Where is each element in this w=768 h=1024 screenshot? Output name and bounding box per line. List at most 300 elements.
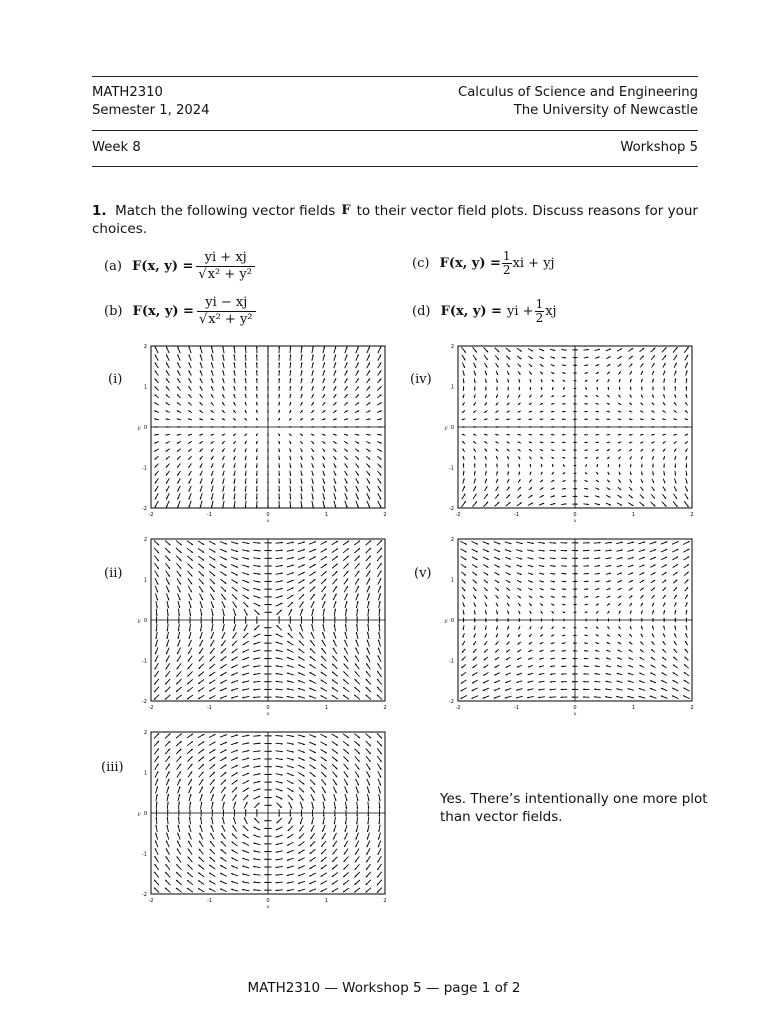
vector-arrow-head — [474, 373, 476, 375]
y-tick-label: 1 — [143, 384, 147, 391]
vector-arrow-head — [585, 457, 587, 459]
vector-arrow-head — [234, 809, 236, 811]
vector-arrow-head — [562, 457, 564, 459]
x-tick-label: 0 — [266, 512, 270, 518]
vector-arrow-head — [264, 665, 266, 667]
vector-arrow-head — [641, 466, 643, 468]
vector-arrow-head — [576, 550, 578, 552]
vector-arrow-head — [463, 621, 465, 623]
vector-arrow-head — [474, 620, 476, 622]
y-tick-label: 2 — [450, 344, 454, 350]
vector-arrow-head — [575, 372, 577, 374]
vector-arrow-head — [267, 498, 269, 500]
vector-arrow-head — [323, 616, 325, 618]
vector-arrow-head — [485, 389, 487, 391]
plot-label-v: (v) — [414, 566, 432, 581]
vector-arrow-head — [506, 426, 508, 428]
x-tick-label: 2 — [383, 512, 387, 518]
vector-arrow-head — [267, 346, 269, 348]
y-tick-label: 0 — [143, 425, 147, 431]
vector-arrow-head — [587, 573, 589, 575]
vector-arrow-head — [264, 866, 266, 868]
vector-arrow-head — [575, 488, 577, 490]
vector-arrow-head — [474, 389, 476, 391]
vector-arrow-head — [379, 616, 381, 618]
vector-arrow-head — [312, 815, 314, 817]
header-mid-rule — [92, 130, 698, 131]
vector-arrow-head — [256, 378, 258, 380]
vector-arrow-head — [189, 622, 191, 624]
vector-arrow-head — [575, 472, 577, 474]
vector-arrow-head — [473, 418, 475, 420]
vector-arrow-head — [618, 426, 620, 428]
vector-arrow-head — [572, 673, 574, 675]
vector-arrow-head — [346, 347, 348, 349]
vector-arrow-head — [562, 418, 564, 420]
field-a-numerator: yi + xj — [196, 250, 255, 267]
vector-arrow-head — [210, 426, 212, 428]
x-tick-label: -2 — [455, 512, 461, 518]
vector-arrow-head — [278, 490, 280, 492]
vector-arrow-head — [473, 434, 475, 436]
y-tick-label: -1 — [449, 465, 454, 472]
vector-arrow-head — [346, 426, 348, 428]
vector-arrow-head — [674, 434, 676, 436]
vector-arrow-head — [188, 426, 190, 428]
vector-arrow-head — [223, 809, 225, 811]
x-tick-label: -1 — [207, 705, 212, 711]
vector-arrow-head — [565, 573, 567, 575]
vector-arrow-head — [584, 418, 586, 420]
vector-arrow-head — [267, 434, 269, 436]
vector-arrow-head — [267, 386, 269, 388]
vector-arrow-head — [572, 665, 574, 667]
vector-arrow-head — [156, 622, 158, 624]
vector-arrow-head — [686, 618, 688, 620]
vector-arrow-head — [267, 466, 269, 468]
vector-arrow-head — [270, 797, 272, 799]
vector-arrow-head — [165, 426, 167, 428]
vector-arrow-head — [278, 482, 280, 484]
vector-arrow-head — [369, 426, 371, 428]
vector-arrow-head — [498, 543, 500, 545]
vector-plot-i — [133, 340, 393, 522]
header-bottom-rule — [92, 166, 698, 167]
vector-arrow-head — [189, 809, 191, 811]
vector-arrow-head — [674, 418, 676, 420]
vector-arrow-head — [674, 466, 676, 468]
vector-arrow-head — [583, 696, 585, 698]
vector-arrow-head — [301, 616, 303, 618]
vector-arrow-head — [574, 627, 576, 629]
vector-arrow-head — [267, 450, 269, 452]
vector-arrow-head — [270, 550, 272, 552]
vector-arrow-head — [541, 620, 543, 622]
vector-arrow-head — [562, 426, 564, 428]
vector-arrow-head — [380, 426, 382, 428]
plot-label-iii: (iii) — [101, 760, 124, 775]
vector-arrow-head — [575, 364, 577, 366]
vector-arrow-head — [495, 426, 497, 428]
vector-arrow-head — [379, 815, 381, 817]
vector-arrow-head — [278, 362, 280, 364]
vector-arrow-head — [573, 411, 575, 413]
y-tick-label: -1 — [142, 851, 147, 858]
vector-arrow-head — [154, 426, 156, 428]
vector-arrow-head — [575, 611, 577, 613]
vector-arrow-head — [584, 442, 586, 444]
vector-arrow-head — [278, 354, 280, 356]
x-tick-label: -1 — [514, 705, 519, 711]
vector-arrow-head — [576, 565, 578, 567]
vector-arrow-head — [583, 681, 585, 683]
vector-arrow-head — [560, 696, 562, 698]
vector-arrow-head — [595, 434, 597, 436]
vector-arrow-head — [156, 809, 158, 811]
vector-arrow-head — [651, 426, 653, 428]
vector-arrow-head — [520, 566, 522, 568]
vector-arrow-head — [561, 689, 563, 691]
vector-arrow-head — [264, 696, 266, 698]
vector-arrow-head — [576, 349, 578, 351]
vector-arrow-head — [577, 542, 579, 544]
x-tick-label: 0 — [266, 898, 270, 904]
vector-arrow-head — [245, 809, 247, 811]
vector-arrow-head — [529, 411, 531, 413]
vector-arrow-head — [640, 426, 642, 428]
vector-arrow-head — [673, 426, 675, 428]
vector-arrow-head — [289, 815, 291, 817]
vector-arrow-head — [552, 620, 554, 622]
vector-arrow-head — [270, 557, 272, 559]
vector-arrow-head — [267, 402, 269, 404]
vector-arrow-head — [576, 581, 578, 583]
vector-arrow-head — [561, 673, 563, 675]
vector-arrow-head — [654, 541, 656, 543]
vector-arrow-head — [561, 681, 563, 683]
y-axis-label: y — [444, 618, 448, 624]
x-tick-label: -2 — [148, 512, 154, 518]
vector-arrow-head — [264, 858, 266, 860]
vector-arrow-head — [572, 689, 574, 691]
vector-arrow-head — [619, 379, 621, 381]
vector-arrow-head — [463, 389, 465, 391]
vector-arrow-head — [367, 815, 369, 817]
vector-arrow-head — [264, 843, 266, 845]
vector-arrow-head — [484, 426, 486, 428]
vector-arrow-head — [529, 426, 531, 428]
plot-label-iv: (iv) — [410, 372, 432, 387]
vector-arrow-head — [496, 620, 498, 622]
vector-arrow-head — [663, 394, 665, 396]
vector-arrow-head — [584, 411, 586, 413]
vector-arrow-head — [585, 395, 587, 397]
vector-arrow-head — [530, 380, 532, 382]
vector-arrow-head — [245, 622, 247, 624]
vector-arrow-head — [576, 496, 578, 498]
vector-arrow-head — [507, 388, 509, 390]
vector-arrow-head — [596, 619, 598, 621]
vector-arrow-head — [189, 505, 191, 507]
y-tick-label: 2 — [450, 537, 454, 543]
y-tick-label: 0 — [450, 425, 454, 431]
x-tick-label: -1 — [207, 898, 212, 904]
vector-arrow-head — [267, 378, 269, 380]
vector-arrow-head — [585, 619, 587, 621]
vector-arrow-head — [565, 557, 567, 559]
vector-arrow-head — [223, 622, 225, 624]
vector-arrow-head — [573, 449, 575, 451]
vector-arrow-head — [267, 418, 269, 420]
vector-arrow-head — [663, 618, 665, 620]
vector-arrow-head — [256, 474, 258, 476]
y-tick-label: 1 — [143, 770, 147, 777]
vector-arrow-head — [652, 466, 654, 468]
vector-arrow-head — [278, 815, 280, 817]
x-tick-label: 0 — [266, 705, 270, 711]
vector-arrow-head — [270, 542, 272, 544]
vector-arrow-head — [462, 426, 464, 428]
vector-arrow-head — [278, 616, 280, 618]
vector-arrow-head — [618, 442, 620, 444]
vector-arrow-head — [279, 426, 281, 428]
vector-arrow-head — [576, 357, 578, 359]
vector-arrow-head — [256, 490, 258, 492]
y-axis-label: y — [137, 425, 141, 431]
vector-arrow-head — [256, 354, 258, 356]
vector-arrow-head — [573, 434, 575, 436]
vector-arrow-head — [200, 809, 202, 811]
vector-arrow-head — [267, 362, 269, 364]
vector-arrow-head — [518, 620, 520, 622]
vector-arrow-head — [256, 498, 258, 500]
vector-arrow-head — [264, 627, 266, 629]
vector-arrow-head — [267, 394, 269, 396]
y-axis-label: y — [137, 618, 141, 624]
vector-arrow-head — [474, 463, 476, 465]
vector-arrow-head — [575, 588, 577, 590]
field-a-denominator: x² + y² — [207, 267, 252, 282]
vector-arrow-head — [267, 506, 269, 508]
vector-arrow-head — [177, 426, 179, 428]
vector-arrow-head — [270, 604, 272, 606]
plot-label-ii: (ii) — [104, 566, 123, 581]
vector-arrow-head — [652, 386, 654, 388]
vector-arrow-head — [270, 774, 272, 776]
vector-arrow-head — [256, 482, 258, 484]
vector-arrow-head — [662, 426, 664, 428]
vector-arrow-head — [562, 411, 564, 413]
vector-arrow-head — [485, 620, 487, 622]
vector-arrow-head — [573, 457, 575, 459]
x-tick-label: 2 — [690, 512, 694, 518]
x-tick-label: 0 — [573, 512, 577, 518]
vector-arrow-head — [256, 809, 258, 811]
vector-arrow-head — [507, 620, 509, 622]
vector-arrow-head — [323, 815, 325, 817]
vector-arrow-head — [267, 410, 269, 412]
vector-arrow-head — [584, 434, 586, 436]
vector-arrow-head — [267, 482, 269, 484]
vector-arrow-head — [573, 418, 575, 420]
vector-arrow-head — [289, 616, 291, 618]
field-d: (d) F(x, y) = yi + $\frac{1}{2}$ xj — [412, 297, 557, 325]
vector-arrow-head — [255, 426, 257, 428]
vector-arrow-head — [267, 442, 269, 444]
vector-arrow-head — [189, 347, 191, 349]
vector-arrow-head — [573, 650, 575, 652]
x-axis-label: x — [573, 518, 577, 522]
vector-arrow-head — [473, 426, 475, 428]
vector-arrow-head — [587, 550, 589, 552]
vector-arrow-head — [211, 370, 213, 372]
y-tick-label: 2 — [143, 537, 147, 543]
vector-arrow-head — [573, 403, 575, 405]
vector-arrow-head — [270, 804, 272, 806]
y-axis-label: y — [444, 425, 448, 431]
vector-arrow-head — [270, 565, 272, 567]
vector-arrow-head — [584, 426, 586, 428]
vector-arrow-head — [301, 426, 303, 428]
vector-plot-iv — [440, 340, 700, 522]
vector-arrow-head — [167, 809, 169, 811]
field-c: (c) F(x, y) = $\frac{1}{2}$ xi + yj — [412, 249, 555, 277]
vector-arrow-head — [244, 426, 246, 428]
vector-arrow-head — [588, 542, 590, 544]
vector-arrow-head — [572, 681, 574, 683]
field-b-denominator: x² + y² — [208, 312, 253, 327]
vector-arrow-head — [652, 618, 654, 620]
vector-arrow-head — [234, 622, 236, 624]
vector-arrow-head — [312, 616, 314, 618]
vector-arrow-head — [270, 750, 272, 752]
y-tick-label: 0 — [143, 811, 147, 817]
vector-arrow-head — [264, 673, 266, 675]
vector-arrow-head — [290, 426, 292, 428]
vector-arrow-head — [335, 426, 337, 428]
vector-arrow-head — [323, 482, 325, 484]
vector-arrow-head — [270, 611, 272, 613]
vector-arrow-head — [551, 418, 553, 420]
y-tick-label: 2 — [143, 730, 147, 736]
vector-arrow-head — [222, 426, 224, 428]
plot-label-i: (i) — [108, 372, 123, 387]
vector-arrow-head — [356, 616, 358, 618]
vector-arrow-head — [267, 370, 269, 372]
vector-arrow-head — [496, 389, 498, 391]
vector-arrow-head — [278, 370, 280, 372]
vector-arrow-head — [264, 889, 266, 891]
vector-arrow-head — [264, 828, 266, 830]
vector-arrow-head — [576, 573, 578, 575]
y-tick-label: -2 — [449, 699, 454, 705]
vector-arrow-head — [270, 735, 272, 737]
vector-arrow-head — [312, 426, 314, 428]
field-a: (a) F(x, y) = $\frac{yi + xj}{\text{√x² + y²}}$ — [104, 250, 258, 283]
vector-arrow-head — [565, 565, 567, 567]
x-tick-label: -2 — [148, 898, 154, 904]
vector-arrow-head — [334, 815, 336, 817]
y-tick-label: 2 — [143, 344, 147, 350]
vector-arrow-head — [575, 380, 577, 382]
x-tick-label: -2 — [455, 705, 461, 711]
vector-arrow-head — [256, 346, 258, 348]
vector-arrow-head — [494, 697, 496, 699]
y-tick-label: 1 — [450, 384, 454, 391]
x-axis-label: x — [573, 711, 577, 715]
vector-arrow-head — [641, 387, 643, 389]
vector-arrow-head — [485, 464, 487, 466]
vector-arrow-head — [178, 622, 180, 624]
vector-arrow-head — [573, 395, 575, 397]
vector-arrow-head — [575, 604, 577, 606]
vector-arrow-head — [674, 386, 676, 388]
x-tick-label: 2 — [690, 705, 694, 711]
vector-arrow-head — [685, 426, 687, 428]
vector-arrow-head — [496, 464, 498, 466]
vector-arrow-head — [595, 418, 597, 420]
university: The University of Newcastle — [513, 103, 698, 118]
vector-arrow-head — [540, 426, 542, 428]
vector-arrow-head — [334, 616, 336, 618]
course-title: Calculus of Science and Engineering — [458, 85, 698, 100]
vector-arrow-head — [270, 766, 272, 768]
y-tick-label: -2 — [449, 506, 454, 512]
vector-arrow-head — [663, 466, 665, 468]
vector-arrow-head — [270, 596, 272, 598]
x-tick-label: -2 — [148, 705, 154, 711]
vector-arrow-head — [517, 674, 519, 676]
vector-arrow-head — [529, 442, 531, 444]
vector-arrow-head — [270, 573, 272, 575]
vector-arrow-head — [211, 809, 213, 811]
week: Week 8 — [92, 140, 141, 155]
x-axis-label: x — [266, 518, 270, 522]
vector-arrow-head — [324, 426, 326, 428]
header-top-rule — [92, 76, 698, 77]
vector-arrow-head — [630, 618, 632, 620]
vector-arrow-head — [278, 378, 280, 380]
vector-arrow-head — [278, 498, 280, 500]
vector-arrow-head — [517, 426, 519, 428]
y-tick-label: -2 — [142, 699, 147, 705]
vector-arrow-head — [507, 464, 509, 466]
vector-arrow-head — [346, 505, 348, 507]
x-tick-label: -1 — [207, 512, 212, 518]
vector-arrow-head — [264, 689, 266, 691]
semester: Semester 1, 2024 — [92, 103, 210, 118]
vector-arrow-head — [264, 851, 266, 853]
vector-arrow-head — [551, 426, 553, 428]
vector-arrow-head — [264, 658, 266, 660]
vector-arrow-head — [270, 758, 272, 760]
x-axis-label: x — [266, 904, 270, 908]
vector-arrow-head — [583, 688, 585, 690]
vector-arrow-head — [256, 362, 258, 364]
vector-arrow-head — [551, 434, 553, 436]
vector-arrow-head — [618, 411, 620, 413]
vector-arrow-head — [264, 642, 266, 644]
vector-arrow-head — [264, 882, 266, 884]
note: Yes. There’s intentionally one more plot than vector fields. — [440, 791, 708, 825]
vector-arrow-head — [583, 673, 585, 675]
vector-arrow-head — [631, 565, 633, 567]
vector-arrow-head — [264, 650, 266, 652]
y-axis-label: y — [137, 811, 141, 817]
field-b: (b) F(x, y) = $\frac{yi - xj}{\text{√x² + y²}}$ — [104, 295, 259, 328]
vector-arrow-head — [485, 456, 487, 458]
y-tick-label: -1 — [449, 658, 454, 665]
